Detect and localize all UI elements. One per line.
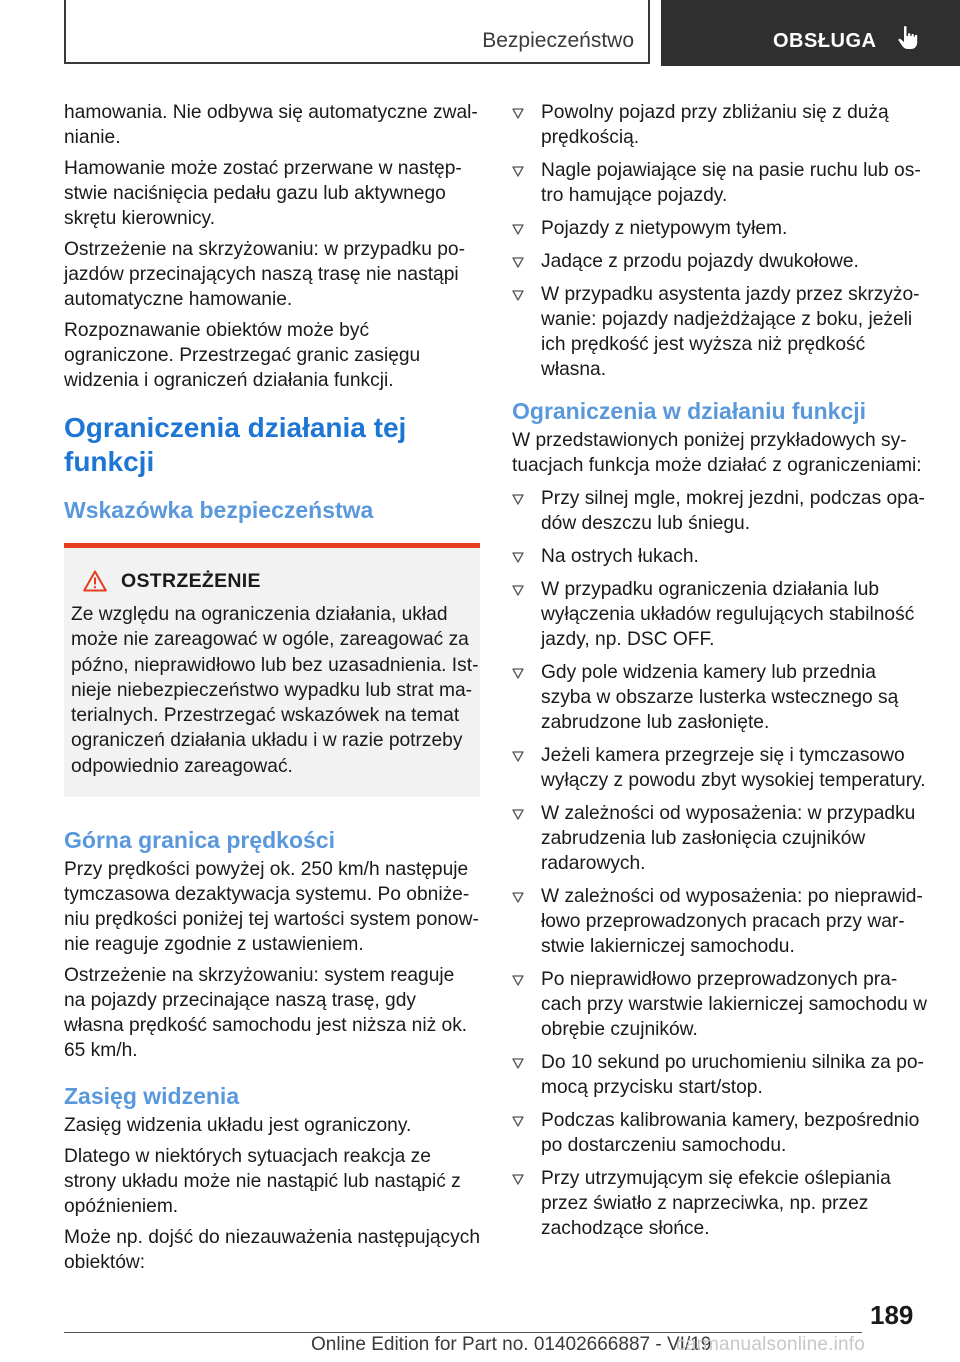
list-item [512,1108,928,1158]
list-item [512,249,928,274]
left-column [64,100,480,1281]
list-item-text: W przypadku asystenta jazdy przez skrzyżowanie: pojazdy nadjeżdżające z boku, jeżeli ich prędkość jest wyższa niż prędkość własna. [541,284,920,380]
footer-divider [64,1332,862,1333]
paragraph: Ostrzeżenie na skrzyżowaniu: system reaguje na pojazdy przecinające naszą trasę, gdy własna prędkość samochodu jest niższa niż ok. 65 km/h. [64,965,468,1062]
right-column [512,100,928,1249]
list-item [512,660,928,735]
list-item [512,801,928,876]
header-section-label: Bezpieczeństwo [482,29,634,52]
list-item-text: Na ostrych łukach. [541,546,699,567]
list-item [512,158,928,208]
bullet-triangle-icon [512,224,524,235]
bullet-triangle-icon [512,1174,524,1185]
watermark: carmanualsonline.info [676,1334,866,1355]
bullet-triangle-icon [512,975,524,986]
page-number: 189 [870,1300,914,1330]
list-item-text: Podczas kalibrowania kamery, bezpośrednio po dostarczeniu samochodu. [541,1110,920,1156]
header-chapter-tab [661,0,960,66]
list-item [512,216,928,241]
list-item-text: Po nieprawidłowo przeprowadzonych pracach przy warstwie lakierniczej samochodu w obrębie czujników. [541,969,928,1040]
paragraph: Dlatego w niektórych sytuacjach reakcja ze strony układu może nie nastąpić lub nastąpić z opóźnieniem. [64,1146,461,1218]
list-item-text: Powolny pojazd przy zbliżaniu się z dużą prędkością. [541,102,889,148]
subsection-heading: Ograniczenia w działaniu funkcji [512,398,867,424]
bullet-triangle-icon [512,290,524,301]
bullet-triangle-icon [512,892,524,903]
list-item [512,967,928,1042]
list-item [512,100,928,150]
list-item [512,1166,928,1241]
bullet-triangle-icon [512,668,524,679]
warning-triangle-icon [83,570,107,592]
objects-list [512,100,928,382]
bullet-triangle-icon [512,552,524,563]
list-item-text: Przy utrzymującym się efekcie oślepiania przez światło z naprzeciwka, np. przez zachodzące słońce. [541,1168,891,1239]
conditions-list [512,486,928,1241]
list-item [512,486,928,536]
bullet-triangle-icon [512,257,524,268]
paragraph: Przy prędkości powyżej ok. 250 km/h następuje tymczasowa dezaktywacja systemu. Po obniżeniu prędkości poniżej tej wartości system ponownie reaguje zgodnie z ustawieniem. [64,859,479,956]
header-chapter-label: OBSŁUGA [773,30,877,52]
bullet-triangle-icon [512,1058,524,1069]
warning-header [71,568,480,594]
edition-note: Online Edition for Part no. 01402666887 - VI/19 [311,1334,712,1355]
paragraph: Może np. dojść do niezauważenia następujących obiektów: [64,1227,480,1274]
list-item [512,743,928,793]
list-item [512,577,928,652]
list-item [512,282,928,382]
list-item-text: W przypadku ograniczenia działania lub wyłączenia układów regulujących stabilność jazdy, np. DSC OFF. [541,579,915,650]
paragraph: hamowania. Nie odbywa się automatyczne zwalnianie. [64,102,478,148]
bullet-triangle-icon [512,809,524,820]
list-item-text: Gdy pole widzenia kamery lub przednia szyba w obszarze lusterka wstecznego są zabrudzone lub zasłonięte. [541,662,899,733]
bullet-triangle-icon [512,494,524,505]
list-item-text: Pojazdy z nietypowym tyłem. [541,218,788,239]
bullet-triangle-icon [512,751,524,762]
warning-box [64,543,480,797]
paragraph: Zasięg widzenia układu jest ograniczony. [64,1115,412,1137]
paragraph: Ostrzeżenie na skrzyżowaniu: w przypadku pojazdów przecinających naszą trasę nie nastąpi automatyczne hamowanie. [64,239,465,310]
warning-text: Ze względu na ograniczenia działania, układ może nie zareagować w ogóle, zareagować za późno, nieprawidłowo lub bez uzasadnienia. Istnieje niebezpieczeństwo wypadku lub strat materialnych. Przestrzegać wskazówek na temat ograniczeń działania układu i w razie potrzeby odpowiednio zareagować. [71,604,479,777]
paragraph: Rozpoznawanie obiektów może być ograniczone. Przestrzegać granic zasięgu widzenia i ograniczeń działania funkcji. [64,320,421,391]
list-item [512,544,928,569]
list-item-text: Jeżeli kamera przegrzeje się i tymczasowo wyłączy z powodu zbyt wysokiej temperatury. [541,745,926,791]
warning-title: OSTRZEŻENIE [121,569,261,592]
bullet-triangle-icon [512,166,524,177]
list-item-text: W zależności od wyposażenia: po nieprawidłowo przeprowadzonych pracach przy warstwie lakierniczej samochodu. [541,886,923,957]
list-item [512,884,928,959]
list-item-text: Jadące z przodu pojazdy dwukołowe. [541,251,859,272]
bullet-triangle-icon [512,108,524,119]
list-item-text: Nagle pojawiające się na pasie ruchu lub ostro hamujące pojazdy. [541,160,921,206]
list-item-text: Do 10 sekund po uruchomieniu silnika za pomocą przycisku start/stop. [541,1052,924,1098]
subsection-heading: Górna granica prędkości [64,827,335,854]
hand-pointer-icon [897,25,921,51]
header-section-tab [64,0,650,64]
paragraph: W przedstawionych poniżej przykładowych sytuacjach funkcja może działać z ograniczeniami: [512,430,922,476]
bullet-triangle-icon [512,585,524,596]
list-item [512,1050,928,1100]
section-heading: Ograniczenia działania tej funkcji [64,412,407,477]
subsection-heading: Wskazówka bezpieczeństwa [64,497,374,523]
list-item-text: W zależności od wyposażenia: w przypadku zabrudzenia lub zasłonięcia czujników radarowych. [541,803,916,874]
paragraph: Hamowanie może zostać przerwane w następstwie naciśnięcia pedału gazu lub aktywnego skrętu kierownicy. [64,158,462,229]
subsection-heading: Zasięg widzenia [64,1083,240,1110]
list-item-text: Przy silnej mgle, mokrej jezdni, podczas opadów deszczu lub śniegu. [541,488,925,534]
bullet-triangle-icon [512,1116,524,1127]
